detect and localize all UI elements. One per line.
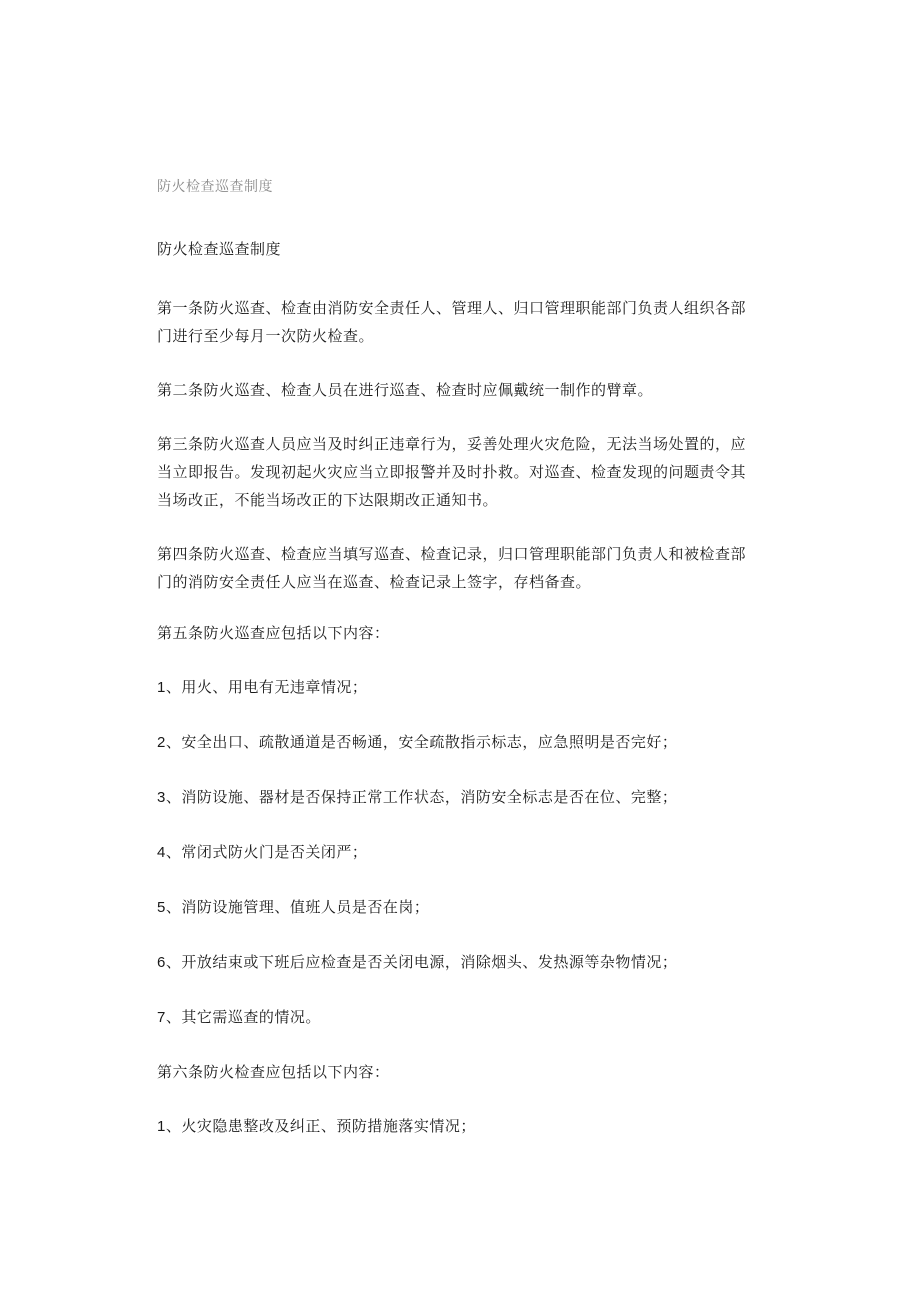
document-body	[157, 238, 757, 1170]
list-item	[157, 951, 757, 974]
article-3: 第三条防火巡查人员应当及时纠正违章行为，妥善处理火灾危险，无法当场处置的，应当立即报告。发现初起火灾应当立即报警并及时扑救。对巡查、检查发现的问题责令其当场改正，不能当场改正的下达限期改正通知书。	[157, 435, 747, 509]
article-2: 第二条防火巡查、检查人员在进行巡查、检查时应佩戴统一制作的臂章。	[157, 381, 654, 399]
list-item-number: 1	[157, 1118, 166, 1135]
list-item-number: 7	[157, 1009, 166, 1026]
list-item-text: 、开放结束或下班后应检查是否关闭电源，消除烟头、发热源等杂物情况；	[165, 953, 678, 971]
list-item	[157, 1115, 757, 1138]
article-6-intro: 第六条防火检查应包括以下内容：	[157, 1063, 390, 1081]
running-header: 防火检查巡查制度	[157, 179, 273, 195]
list-item-number: 5	[157, 899, 166, 916]
list-item-text: 、其它需巡查的情况。	[165, 1008, 321, 1026]
list-item-text: 、火灾隐患整改及纠正、预防措施落实情况；	[165, 1117, 476, 1135]
list-item	[157, 786, 757, 809]
list-item-number: 3	[157, 789, 166, 806]
list-item-text: 、消防设施管理、值班人员是否在岗；	[165, 898, 430, 916]
list-item-text: 、用火、用电有无违章情况；	[165, 678, 368, 696]
list-item-number: 6	[157, 954, 166, 971]
list-item	[157, 731, 757, 754]
article-4: 第四条防火巡查、检查应当填写巡查、检查记录，归口管理职能部门负责人和被检查部门的消防安全责任人应当在巡查、检查记录上签字，存档备查。	[157, 545, 747, 591]
list-item-number: 4	[157, 844, 166, 861]
list-item-text: 、消防设施、器材是否保持正常工作状态，消防安全标志是否在位、完整；	[165, 788, 678, 806]
article-1: 第一条防火巡查、检查由消防安全责任人、管理人、归口管理职能部门负责人组织各部门进行至少每月一次防火检查。	[157, 299, 747, 345]
document-title: 防火检查巡查制度	[157, 240, 282, 258]
list-item-number: 1	[157, 679, 166, 696]
list-item	[157, 896, 757, 919]
article-5-intro: 第五条防火巡查应包括以下内容：	[157, 624, 390, 642]
list-item	[157, 676, 757, 699]
list-item-number: 2	[157, 734, 166, 751]
list-item	[157, 1006, 757, 1029]
list-item-text: 、常闭式防火门是否关闭严；	[165, 843, 368, 861]
list-item-text: 、安全出口、疏散通道是否畅通，安全疏散指示标志，应急照明是否完好；	[165, 733, 678, 751]
list-item	[157, 841, 757, 864]
